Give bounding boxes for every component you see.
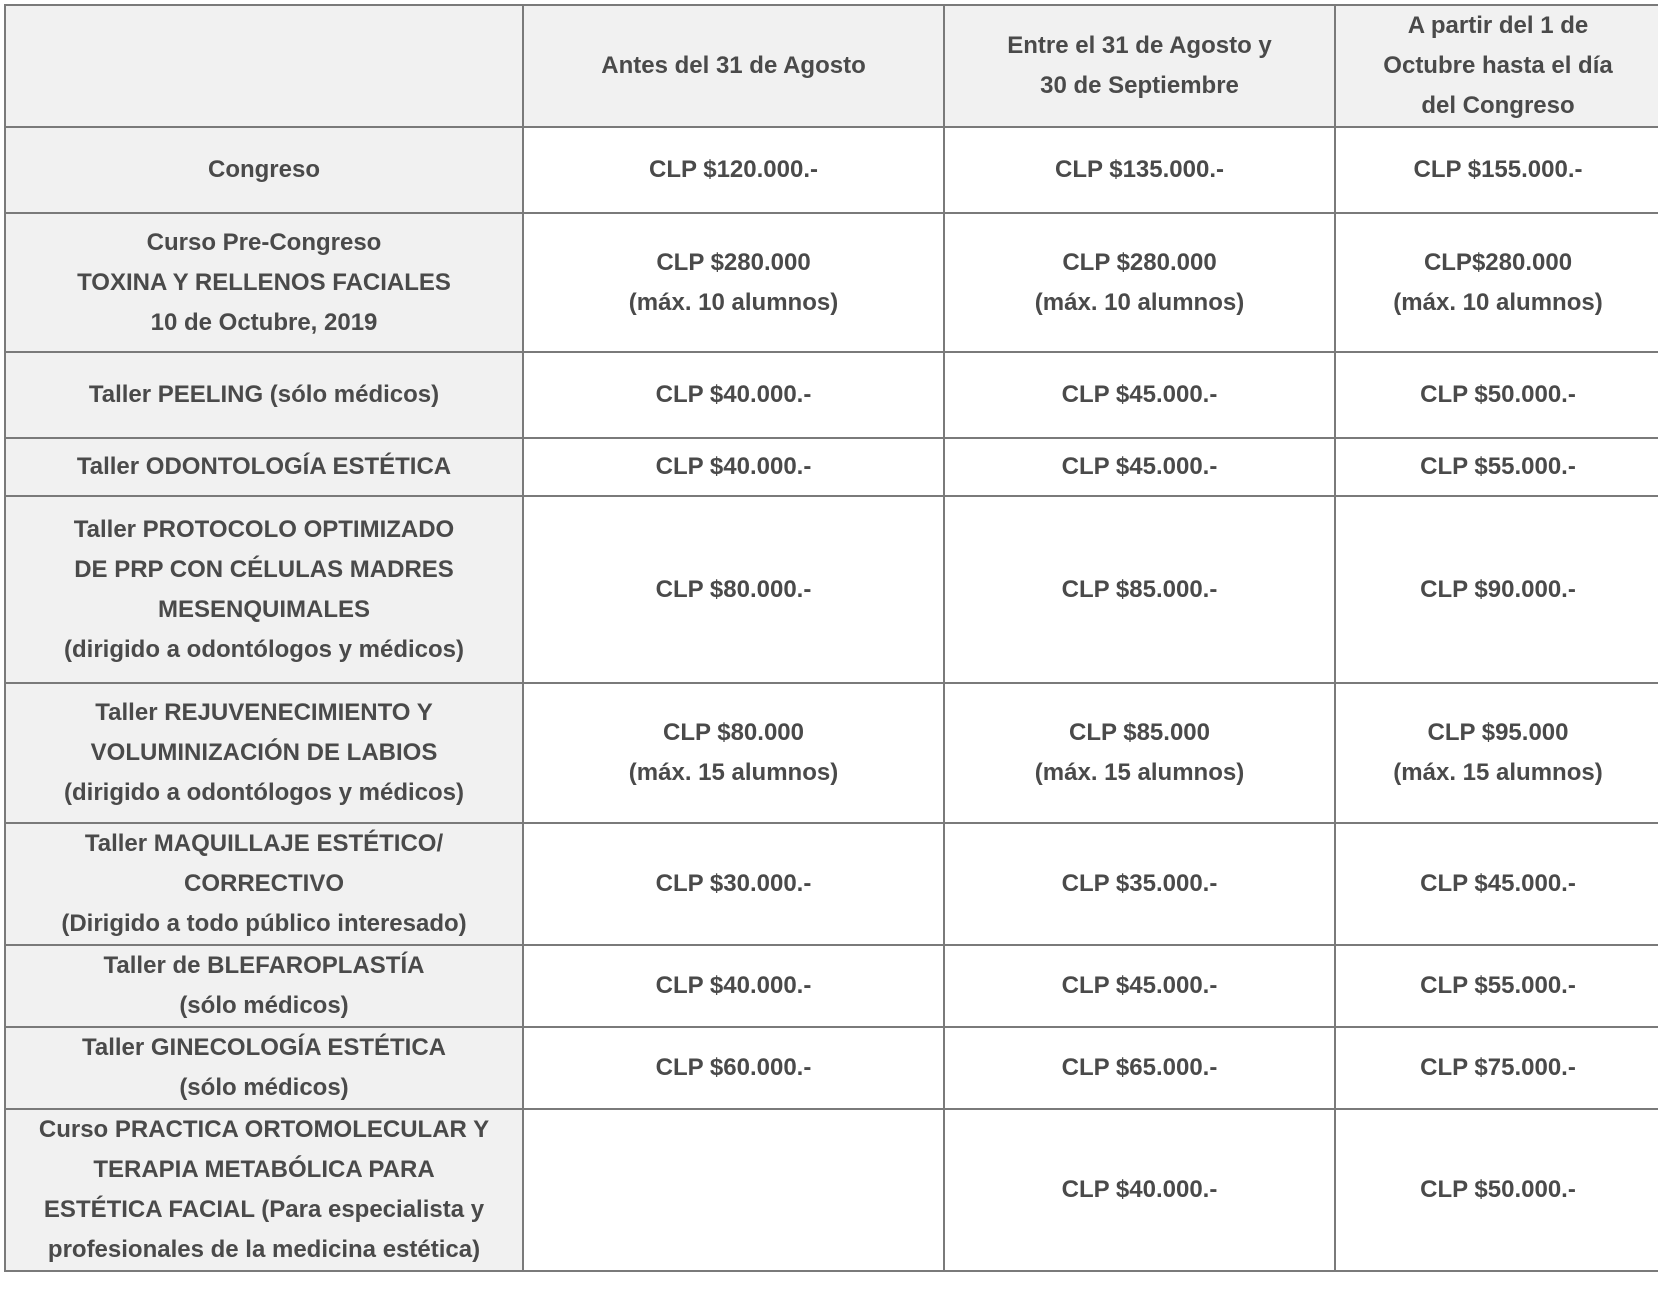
price-cell: CLP $80.000 (máx. 15 alumnos) [523,683,944,823]
price-cell: CLP $85.000 (máx. 15 alumnos) [944,683,1335,823]
price-cell: CLP $60.000.- [523,1027,944,1109]
row-label: Taller GINECOLOGÍA ESTÉTICA (sólo médicos) [5,1027,523,1109]
row-label: Congreso [5,127,523,213]
table-row [5,496,1658,683]
price-cell: CLP $40.000.- [944,1109,1335,1271]
price-cell: CLP $280.000 (máx. 10 alumnos) [523,213,944,352]
price-cell: CLP $45.000.- [944,352,1335,438]
table-row [5,1027,1658,1109]
price-cell: CLP $85.000.- [944,496,1335,683]
price-cell: CLP $35.000.- [944,823,1335,945]
price-cell [523,1109,944,1271]
row-label: Taller de BLEFAROPLASTÍA (sólo médicos) [5,945,523,1027]
row-label: Taller PEELING (sólo médicos) [5,352,523,438]
table-row [5,1109,1658,1271]
price-cell: CLP $40.000.- [523,945,944,1027]
pricing-table-container [4,4,1658,1272]
row-label: Taller MAQUILLAJE ESTÉTICO/ CORRECTIVO (Dirigido a todo público interesado) [5,823,523,945]
table-row [5,213,1658,352]
price-cell: CLP $75.000.- [1335,1027,1658,1109]
table-row [5,438,1658,496]
row-label: Curso Pre-Congreso TOXINA Y RELLENOS FACIALES 10 de Octubre, 2019 [5,213,523,352]
pricing-table [4,4,1658,1272]
header-before-aug-31: Antes del 31 de Agosto [523,5,944,127]
header-from-oct-1: A partir del 1 de Octubre hasta el día del Congreso [1335,5,1658,127]
price-cell: CLP $50.000.- [1335,1109,1658,1271]
table-row [5,683,1658,823]
price-cell: CLP $120.000.- [523,127,944,213]
row-label: Taller ODONTOLOGÍA ESTÉTICA [5,438,523,496]
price-cell: CLP $65.000.- [944,1027,1335,1109]
header-aug-31-to-sep-30: Entre el 31 de Agosto y 30 de Septiembre [944,5,1335,127]
price-cell: CLP $135.000.- [944,127,1335,213]
price-cell: CLP $280.000 (máx. 10 alumnos) [944,213,1335,352]
row-label: Taller PROTOCOLO OPTIMIZADO DE PRP CON CÉLULAS MADRES MESENQUIMALES (dirigido a odontólogos y médicos) [5,496,523,683]
price-cell: CLP $155.000.- [1335,127,1658,213]
table-row [5,352,1658,438]
table-row [5,823,1658,945]
price-cell: CLP$280.000 (máx. 10 alumnos) [1335,213,1658,352]
price-cell: CLP $45.000.- [944,438,1335,496]
price-cell: CLP $45.000.- [944,945,1335,1027]
price-cell: CLP $30.000.- [523,823,944,945]
price-cell: CLP $40.000.- [523,352,944,438]
price-cell: CLP $90.000.- [1335,496,1658,683]
table-row [5,945,1658,1027]
row-label: Taller REJUVENECIMIENTO Y VOLUMINIZACIÓN DE LABIOS (dirigido a odontólogos y médicos) [5,683,523,823]
price-cell: CLP $80.000.- [523,496,944,683]
price-cell: CLP $55.000.- [1335,945,1658,1027]
table-row [5,127,1658,213]
price-cell: CLP $45.000.- [1335,823,1658,945]
price-cell: CLP $40.000.- [523,438,944,496]
header-row [5,5,1658,127]
row-label: Curso PRACTICA ORTOMOLECULAR Y TERAPIA METABÓLICA PARA ESTÉTICA FACIAL (Para especialista y profesionales de la medicina estética) [5,1109,523,1271]
header-corner-cell [5,5,523,127]
price-cell: CLP $55.000.- [1335,438,1658,496]
price-cell: CLP $95.000 (máx. 15 alumnos) [1335,683,1658,823]
price-cell: CLP $50.000.- [1335,352,1658,438]
